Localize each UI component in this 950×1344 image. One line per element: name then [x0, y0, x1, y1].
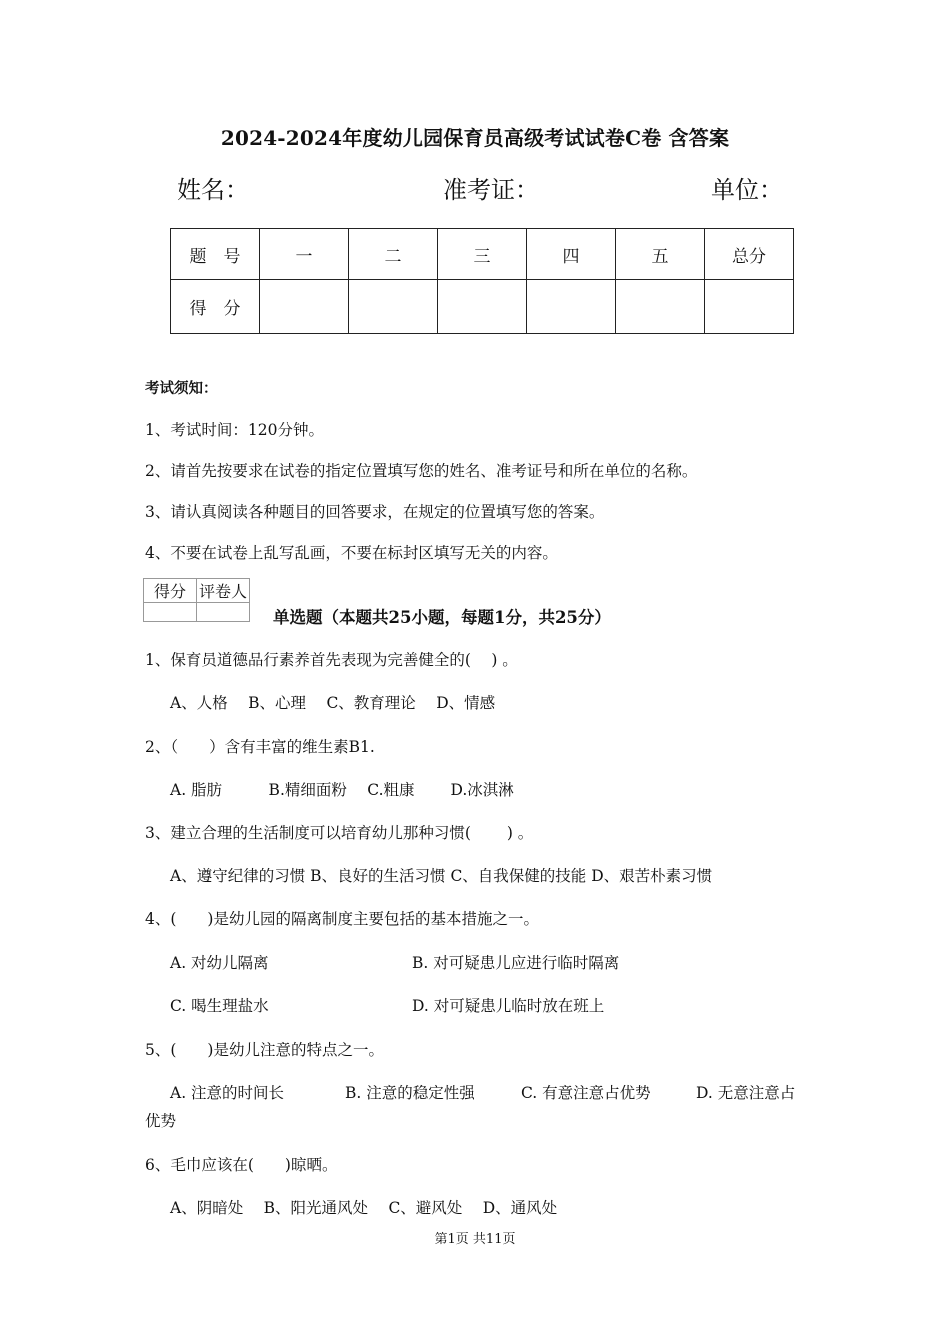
- question-stem: 1、保育员道德品行素养首先表现为完善健全的( ) 。: [145, 651, 518, 669]
- grader-reviewer-label: 评卷人: [197, 579, 250, 603]
- option-d: D. 对可疑患儿临时放在班上: [412, 997, 605, 1015]
- option-c: C. 喝生理盐水: [170, 997, 269, 1015]
- unit-field-label: 单位：: [711, 176, 783, 204]
- score-row-label: 得 分: [171, 280, 260, 334]
- score-table-header-cell: 题 号: [171, 229, 260, 280]
- option-a: A. 注意的时间长: [170, 1084, 285, 1102]
- option-b: B. 对可疑患儿应进行临时隔离: [412, 954, 620, 972]
- page-title: 2024-2024年度幼儿园保育员高级考试试卷C卷 含答案: [220, 126, 730, 150]
- score-table-header-cell: 总分: [705, 229, 794, 280]
- name-field-label: 姓名：: [177, 176, 249, 204]
- score-input-cell[interactable]: [705, 280, 794, 334]
- score-table-header-cell: 三: [438, 229, 527, 280]
- score-input-cell[interactable]: [527, 280, 616, 334]
- question-stem: 4、( )是幼儿园的隔离制度主要包括的基本措施之一。: [145, 910, 539, 928]
- option-a: A. 对幼儿隔离: [170, 954, 269, 972]
- score-table-header-cell: 四: [527, 229, 616, 280]
- question-options: A、阴暗处 B、阳光通风处 C、避风处 D、通风处: [170, 1199, 558, 1217]
- grader-score-cell[interactable]: [144, 603, 197, 622]
- grader-score-label: 得分: [144, 579, 197, 603]
- question-options: A. 脂肪 B.精细面粉 C.粗康 D.冰淇淋: [170, 781, 514, 799]
- exam-id-field-label: 准考证：: [443, 176, 539, 204]
- notice-item: 1、考试时间：120分钟。: [145, 421, 324, 439]
- score-table: [170, 228, 794, 334]
- score-table-score-row: [171, 280, 794, 334]
- option-d-continued: 优势: [145, 1112, 177, 1130]
- notice-item: 2、请首先按要求在试卷的指定位置填写您的姓名、准考证号和所在单位的名称。: [145, 462, 698, 480]
- question-options: A、遵守纪律的习惯 B、良好的生活习惯 C、自我保健的技能 D、艰苦朴素习惯: [170, 867, 713, 885]
- notice-heading: 考试须知：: [145, 380, 218, 397]
- question-stem: 2、（ ）含有丰富的维生素B1.: [145, 738, 375, 756]
- score-table-header-cell: 二: [349, 229, 438, 280]
- option-c: C. 有意注意占优势: [521, 1084, 651, 1102]
- score-table-header-row: [171, 229, 794, 280]
- grader-reviewer-cell[interactable]: [197, 603, 250, 622]
- score-input-cell[interactable]: [438, 280, 527, 334]
- question-stem: 6、毛巾应该在( )晾晒。: [145, 1156, 338, 1174]
- page-footer: 第1页 共11页: [434, 1232, 516, 1247]
- grader-box: [143, 578, 250, 622]
- option-b: B. 注意的稳定性强: [345, 1084, 475, 1102]
- score-input-cell[interactable]: [349, 280, 438, 334]
- question-stem: 5、( )是幼儿注意的特点之一。: [145, 1041, 384, 1059]
- score-table-header-cell: 一: [260, 229, 349, 280]
- option-d: D. 无意注意占: [696, 1084, 796, 1102]
- score-input-cell[interactable]: [616, 280, 705, 334]
- question-stem: 3、建立合理的生活制度可以培育幼儿那种习惯( ) 。: [145, 824, 534, 842]
- question-options: A、人格 B、心理 C、教育理论 D、情感: [170, 694, 496, 712]
- score-table-header-cell: 五: [616, 229, 705, 280]
- notice-item: 4、不要在试卷上乱写乱画，不要在标封区填写无关的内容。: [145, 544, 558, 562]
- section-title: 单选题（本题共25小题，每题1分，共25分）: [273, 608, 611, 627]
- score-input-cell[interactable]: [260, 280, 349, 334]
- notice-item: 3、请认真阅读各种题目的回答要求，在规定的位置填写您的答案。: [145, 503, 605, 521]
